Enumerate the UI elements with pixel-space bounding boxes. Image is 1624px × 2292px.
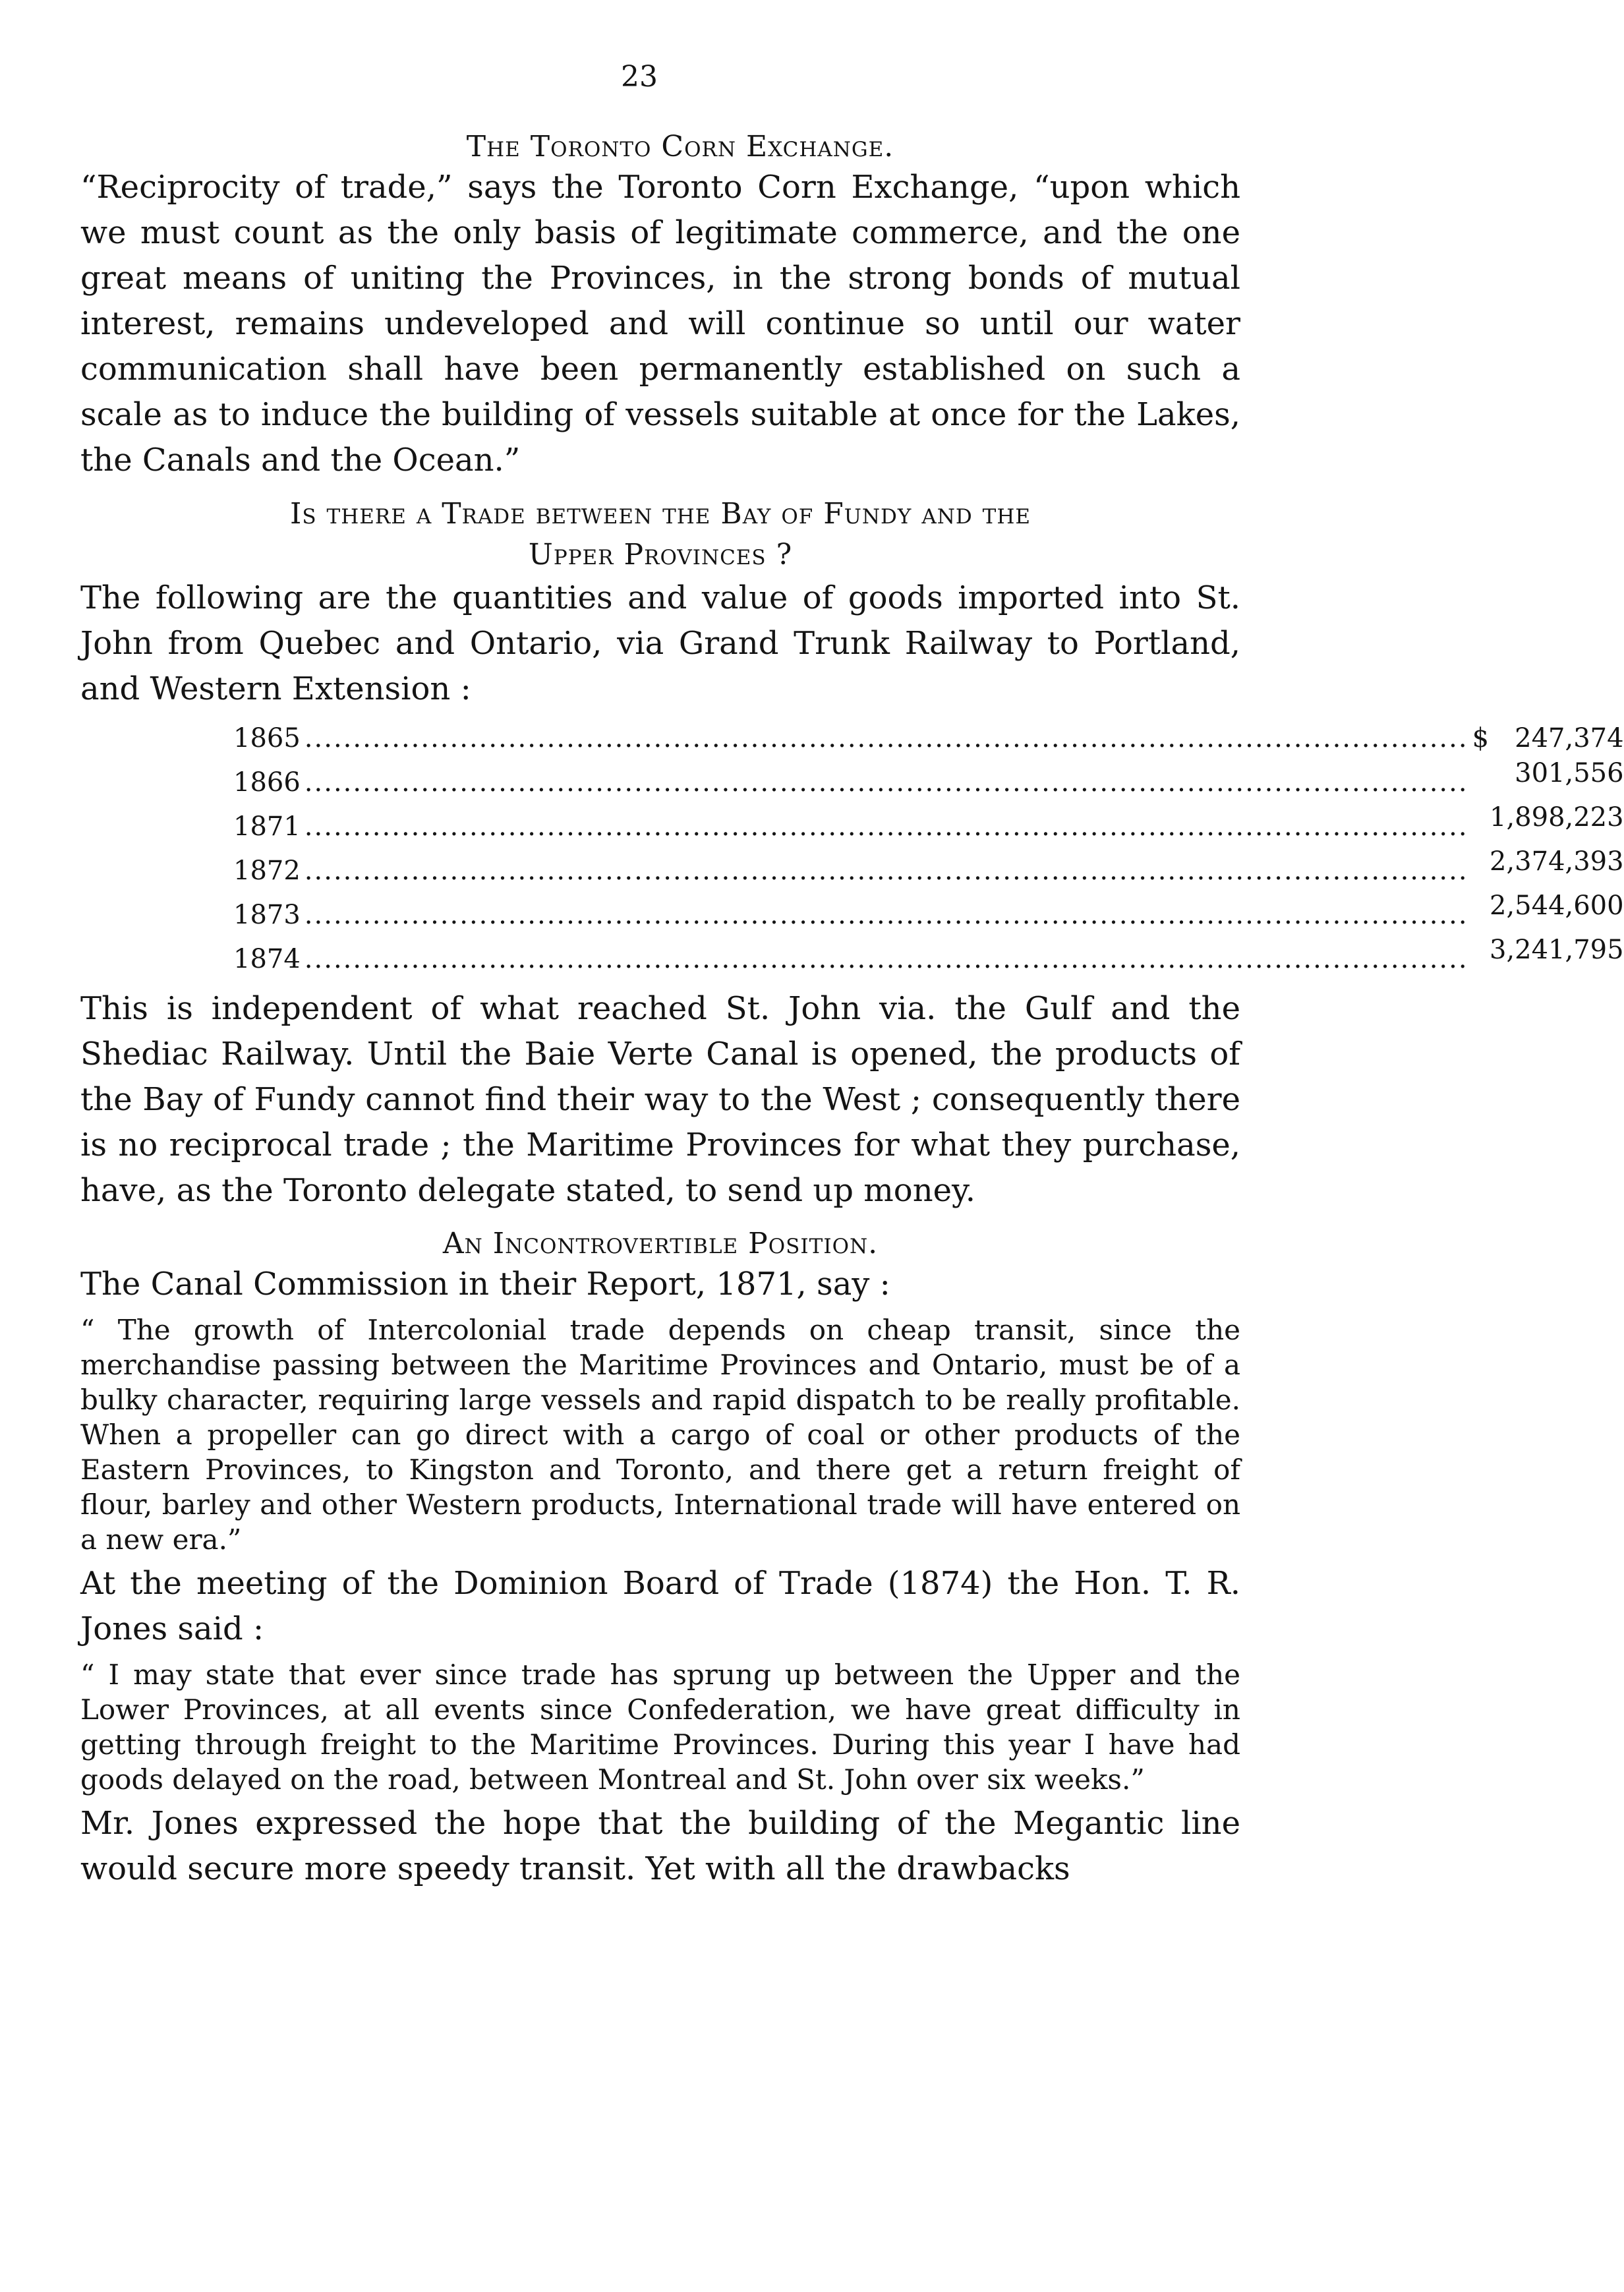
currency-symbol — [1472, 889, 1490, 924]
paragraph-dominion-board: At the meeting of the Dominion Board of Trade (1874) the Hon. T. R. Jones said : — [80, 1565, 1240, 1647]
quote-canal-commission: “ The growth of Intercolonial trade depends on cheap transit, since the merchandise passing between the Maritime Provinces and Ontario, must be of a bulky character, requiring large vessels and rapid dispatch to be really profitable. When a propeller can go direct with a cargo of coal or other products of the Eastern Provinces, to Kingston and Toronto, and there get a return freight of flour, barley and other Western products, International trade will have entered on a new era.” — [80, 1314, 1240, 1556]
import-row — [233, 756, 1624, 800]
paragraph-imports-intro: The following are the quantities and value of goods imported into St. John from Quebec and Ontario, via Grand Trunk Railway to Portland, and Western Extension : — [80, 579, 1240, 707]
import-value: 2,544,600 — [1490, 891, 1624, 921]
quote-jones: “ I may state that ever since trade has sprung up between the Upper and the Lower Provinces, at all events since Confederation, we have great difficulty in getting through freight to the Maritime Provinces. During this year I have had goods delayed on the road, between Montreal and St. John over six weeks.” — [80, 1659, 1240, 1796]
currency-symbol — [1472, 844, 1490, 879]
currency-symbol — [1472, 756, 1492, 791]
paragraph-megantic: Mr. Jones expressed the hope that the building of the Megantic line would secure more speedy transit. Yet with all the drawbacks — [80, 1805, 1240, 1887]
import-value-cell — [1472, 844, 1624, 879]
import-value: 247,374 — [1515, 723, 1624, 753]
heading-incontrovertible-position: An Incontrovertible Position. — [442, 1227, 879, 1260]
import-value: 2,374,393 — [1490, 846, 1624, 877]
paragraph-independent: This is independent of what reached St. John via. the Gulf and the Shediac Railway. Until the Baie Verte Canal is opened, the products of the Bay of Fundy cannot find their way to the West ; consequently there is no reciprocal trade ; the Maritime Provinces for what they purchase, have, as the Toronto delegate stated, to send up money. — [80, 990, 1240, 1209]
dot-leader: ........................................................................................................................ — [304, 811, 1468, 842]
page-number: 23 — [621, 60, 658, 94]
import-value: 3,241,795 — [1490, 935, 1624, 965]
dot-leader: ........................................................................................................................ — [304, 900, 1468, 930]
currency-symbol: $ — [1472, 723, 1490, 753]
dot-leader: ........................................................................................................................ — [304, 944, 1468, 974]
heading-bay-of-fundy-trade — [80, 494, 1240, 575]
import-value-cell — [1472, 933, 1624, 968]
import-year: 1874 — [233, 944, 301, 974]
import-year: 1872 — [233, 856, 301, 886]
import-value-cell — [1472, 721, 1624, 756]
import-row — [233, 933, 1624, 977]
import-value: 1,898,223 — [1490, 802, 1624, 833]
import-year: 1871 — [233, 811, 301, 842]
import-row — [233, 721, 1624, 756]
import-row — [233, 889, 1624, 933]
paragraph-reciprocity: “Reciprocity of trade,” says the Toronto Corn Exchange, “upon which we must count as the only basis of legitimate commerce, and the one great means of uniting the Provinces, in the strong bonds of mutual interest, remains undeveloped and will continue so until our water communication shall have been permanently established on such a scale as to induce the building of vessels suitable at once for the Lakes, the Canals and the Ocean.” — [80, 169, 1240, 479]
heading-line-1: Is there a Trade between the Bay of Fundy and the — [289, 497, 1031, 531]
dot-leader: ........................................................................................................................ — [304, 723, 1468, 753]
page-body — [80, 129, 1624, 1892]
import-row — [233, 844, 1624, 889]
currency-symbol — [1472, 800, 1490, 835]
import-value-cell — [1472, 889, 1624, 924]
import-year: 1873 — [233, 900, 301, 930]
heading-line-2: Upper Provinces ? — [528, 538, 793, 572]
dot-leader: ........................................................................................................................ — [304, 856, 1468, 886]
import-year: 1866 — [233, 767, 301, 798]
currency-symbol — [1472, 933, 1490, 968]
import-value-cell — [1472, 800, 1624, 835]
heading-toronto-corn-exchange: The Toronto Corn Exchange. — [466, 130, 894, 163]
import-value: 301,556 — [1515, 758, 1624, 788]
paragraph-canal-commission: The Canal Commission in their Report, 1871, say : — [80, 1266, 890, 1303]
import-year: 1865 — [233, 723, 301, 753]
dot-leader: ........................................................................................................................ — [304, 767, 1468, 798]
import-row — [233, 800, 1624, 844]
imports-table — [233, 721, 1624, 977]
import-value-cell — [1472, 756, 1624, 791]
